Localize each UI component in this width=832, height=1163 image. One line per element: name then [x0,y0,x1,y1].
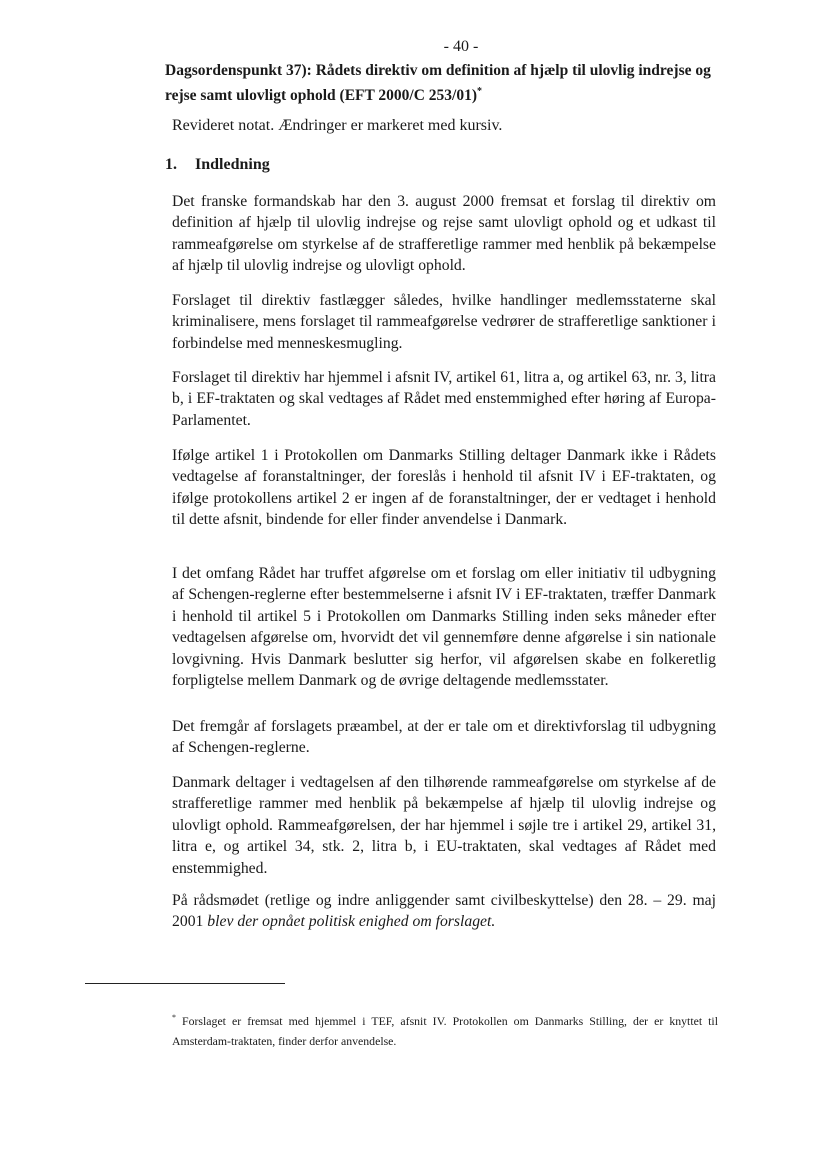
agenda-title-text: Dagsordenspunkt 37): Rådets direktiv om definition af hjælp til ulovlig indrejse og rejse samt ulovligt ophold (EFT 2000/C 253/01) [165,62,711,105]
paragraph-3: Forslaget til direktiv har hjemmel i afsnit IV, artikel 61, litra a, og artikel 63, nr. 3, litra b, i EF-traktaten og skal vedtages af Rådet med enstemmighed efter høring af Europa-Parlamentet. [172,369,716,429]
paragraph-8 [172,890,716,933]
paragraph-1: Det franske formandskab har den 3. august 2000 fremsat et forslag til direktiv om definition af hjælp til ulovlig indrejse og rejse samt ulovligt ophold og et udkast til rammeafgørelse om styrkelse af de strafferetlige rammer med henblik på bekæmpelse af hjælp til ulovlig indrejse og ulovligt ophold. [172,193,716,275]
paragraph-4: Ifølge artikel 1 i Protokollen om Danmarks Stilling deltager Danmark ikke i Rådets vedtagelse af foranstaltninger, der foreslås i henhold til afsnit IV i EF-traktaten, og ifølge protokollens artikel 2 er ingen af de foranstaltninger, der er vedtaget i henhold til dette afsnit, bindende for eller finder anvendelse i Danmark. [172,447,716,529]
section-heading [165,156,270,174]
footnote-marker: * [477,86,483,97]
footnote [172,1008,718,1051]
paragraph-8-text: På rådsmødet (retlige og indre anliggender samt civilbeskyttelse) den 28. – 29. maj 2001 [172,892,716,931]
paragraph-2: Forslaget til direktiv fastlægger således, hvilke handlinger medlemsstaterne skal kriminalisere, mens forslaget til rammeafgørelse vedrører de strafferetlige sanktioner i forbindelse med menneskesmugling. [172,292,716,352]
paragraph-7: Danmark deltager i vedtagelsen af den tilhørende rammeafgørelse om styrkelse af de strafferetlige rammer med henblik på bekæmpelse af hjælp til ulovlig indrejse og ulovligt ophold. Rammeafgørelsen, der har hjemmel i søjle tre i artikel 29, artikel 31, litra e, og artikel 34, stk. 2, litra b, i EU-traktaten, skal vedtages af Rådet med enstemmighed. [172,774,716,877]
section-number: 1. [165,156,177,173]
page-number: - 40 - [443,38,479,55]
revised-note: Revideret notat. Ændringer er markeret med kursiv. [172,117,503,134]
paragraph-6: Det fremgår af forslagets præambel, at der er tale om et direktivforslag til udbygning af Schengen-reglerne. [172,718,716,757]
paragraph-8-italic-change: blev der opnået politisk enighed om forslaget. [207,913,496,931]
agenda-title [165,60,725,106]
paragraph-5: I det omfang Rådet har truffet afgørelse om et forslag om eller initiativ til udbygning af Schengen-reglerne efter bestemmelserne i afsnit IV i EF-traktaten, træffer Danmark i henhold til artikel 5 i Protokollen om Danmarks Stilling inden seks måneder efter vedtagelsen afgørelse om, hvorvidt det vil gennemføre denne afgørelse i sin nationale lovgivning. Hvis Danmark beslutter sig herfor, vil afgørelsen skabe en folkeretlig forpligtelse mellem Danmark og de øvrige deltagende medlemsstater. [172,565,716,690]
section-title: Indledning [195,156,270,173]
footnote-divider [85,983,285,984]
footnote-text: Forslaget er fremsat med hjemmel i TEF, afsnit IV. Protokollen om Danmarks Stilling, der er knyttet til Amsterdam-traktaten, finder derfor anvendelse. [172,1013,718,1048]
footnote-marker-bottom: * [172,1013,176,1022]
